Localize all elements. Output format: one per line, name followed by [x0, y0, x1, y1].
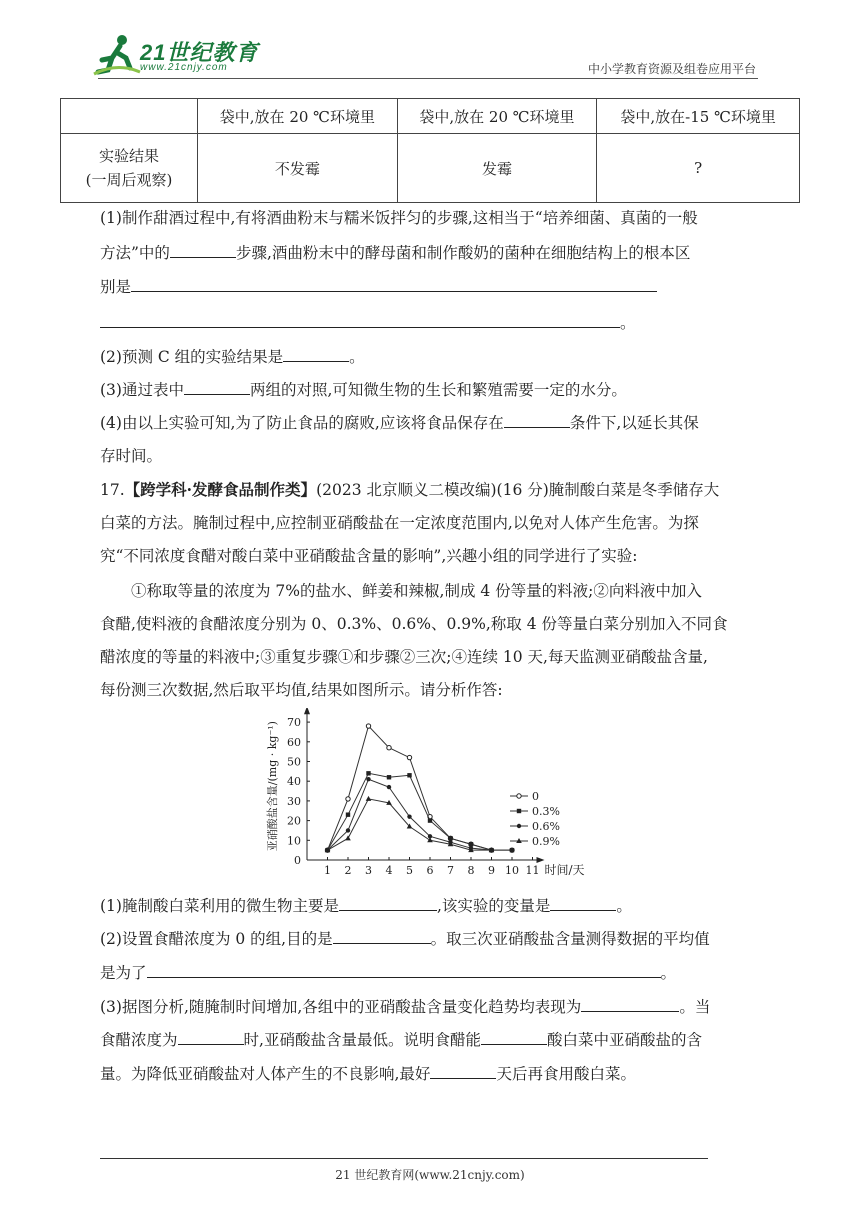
row-label-line: 实验结果 — [99, 147, 160, 165]
text: (3)通过表中 — [100, 381, 184, 399]
text: 时,亚硝酸盐含量最低。说明食醋能 — [243, 1031, 481, 1049]
text: 。 — [349, 348, 365, 366]
q17-part3-line2 — [100, 1029, 702, 1050]
y-tick-label: 20 — [287, 814, 301, 828]
legend-marker — [517, 794, 521, 798]
y-axis-arrow — [304, 708, 310, 714]
text: 食醋浓度为 — [100, 1031, 178, 1049]
y-tick-label: 50 — [287, 755, 301, 769]
question-number: 17. — [100, 481, 125, 499]
legend-label: 0 — [532, 790, 539, 803]
x-tick-label: 2 — [344, 864, 352, 877]
q17-line3: 究“不同浓度食醋对酸白菜中亚硝酸盐含量的影响”,兴趣小组的同学进行了实验: — [100, 547, 638, 565]
text: (1)腌制酸白菜利用的微生物主要是 — [100, 897, 339, 915]
header-divider — [98, 78, 758, 79]
answer-blank[interactable] — [481, 1029, 547, 1045]
data-point — [448, 836, 452, 840]
answer-blank[interactable] — [131, 276, 657, 292]
q16-part2 — [100, 346, 365, 367]
question-tag: 【跨学科·发酵食品制作类】 — [124, 480, 317, 499]
legend-marker — [517, 809, 521, 813]
text: 量。为降低亚硝酸盐对人体产生的不良影响,最好 — [100, 1065, 431, 1083]
data-point — [387, 775, 391, 779]
q16-part4 — [100, 412, 699, 433]
data-point — [366, 777, 370, 781]
x-tick-label: 5 — [406, 864, 413, 877]
y-tick-label: 30 — [287, 794, 301, 808]
answer-blank[interactable] — [170, 242, 236, 258]
text: (2023 北京顺义二模改编)(16 分)腌制酸白菜是冬季储存大 — [316, 481, 720, 499]
text: 天后再食用酸白菜。 — [496, 1065, 636, 1083]
x-tick-label: 7 — [447, 864, 454, 877]
text: 别是 — [100, 278, 132, 296]
table-row — [61, 99, 800, 134]
x-axis-label: 时间/天 — [544, 863, 585, 877]
q17-method-line3: 醋浓度的等量的料液中;③重复步骤①和步骤②三次;④连续 10 天,每天监测亚硝酸盐含量, — [100, 648, 708, 666]
table-cell: 袋中,放在 20 ℃环境里 — [397, 99, 597, 134]
data-point — [407, 755, 411, 759]
platform-title: 中小学教育资源及组卷应用平台 — [587, 62, 756, 76]
row-label-line: (一周后观察) — [85, 171, 173, 189]
legend-label: 0.3% — [532, 805, 560, 818]
text: (2)预测 C 组的实验结果是 — [100, 348, 284, 366]
data-point — [346, 828, 350, 832]
q16-part3 — [100, 379, 627, 400]
data-point — [366, 724, 370, 728]
answer-blank[interactable] — [550, 895, 616, 911]
q16-part1-line4 — [100, 312, 636, 333]
text: 。 — [620, 314, 636, 332]
x-tick-label: 9 — [488, 864, 495, 877]
q17-method-line2: 食醋,使料液的食醋浓度分别为 0、0.3%、0.6%、0.9%,称取 4 份等量白菜分别加入不同食 — [100, 615, 728, 633]
experiment-table — [60, 98, 800, 203]
x-axis-arrow — [537, 857, 545, 863]
q16-part1-line1: (1)制作甜酒过程中,有将酒曲粉末与糯米饭拌匀的步骤,这相当于“培养细菌、真菌的一般 — [100, 209, 698, 227]
q16-part4-line2: 存时间。 — [100, 447, 163, 465]
text: (4)由以上实验可知,为了防止食品的腐败,应该将食品保存在 — [100, 414, 504, 432]
data-point — [407, 773, 411, 777]
q17-method-line1: ①称取等量的浓度为 7%的盐水、鲜姜和辣椒,制成 4 份等量的料液;②向料液中加入 — [131, 582, 702, 600]
table-cell: 袋中,放在-15 ℃环境里 — [597, 99, 800, 134]
legend-marker — [517, 824, 521, 828]
data-point — [387, 746, 391, 750]
data-point — [510, 848, 514, 852]
x-tick-label: 11 — [525, 864, 540, 877]
table-row-label — [61, 134, 198, 203]
table-cell: ? — [597, 134, 800, 203]
q17-line1 — [100, 480, 719, 500]
legend-label: 0.9% — [532, 835, 560, 848]
data-point — [427, 837, 433, 842]
brand-url: www.21cnjy.com — [140, 62, 228, 73]
q16-part1-line3 — [100, 276, 657, 297]
q17-method-line4: 每份测三次数据,然后取平均值,结果如图所示。请分析作答: — [100, 681, 503, 699]
answer-blank[interactable] — [430, 1063, 496, 1079]
answer-blank[interactable] — [339, 895, 437, 911]
text: 步骤,酒曲粉末中的酵母菌和制作酸奶的菌种在细胞结构上的根本区 — [235, 244, 691, 262]
q17-line2: 白菜的方法。腌制过程中,应控制亚硝酸盐在一定浓度范围内,以免对人体产生危害。为探 — [100, 514, 699, 532]
text: 方法”中的 — [100, 244, 170, 262]
text: 。 — [616, 897, 632, 915]
table-cell — [61, 99, 198, 134]
x-tick-label: 8 — [467, 864, 475, 877]
q17-part3-line1 — [100, 996, 710, 1017]
text: 是为了 — [100, 964, 147, 982]
footer-divider — [100, 1158, 708, 1159]
data-point — [345, 835, 351, 840]
y-tick-label: 40 — [287, 775, 301, 789]
q17-part1 — [100, 895, 632, 916]
runner-logo-icon — [92, 32, 142, 76]
text: 。取三次亚硝酸盐含量测得数据的平均值 — [430, 930, 710, 948]
text: 。 — [660, 964, 677, 982]
text: 。当 — [679, 998, 711, 1016]
y-tick-label: 70 — [287, 716, 301, 730]
data-point — [366, 771, 370, 775]
text: 两组的对照,可知微生物的生长和繁殖需要一定的水分。 — [249, 381, 627, 399]
data-point — [346, 812, 350, 816]
answer-blank[interactable] — [504, 412, 570, 428]
nitrite-line-chart — [262, 708, 632, 883]
y-axis-label: 亚硝酸盐含量/(mg · kg⁻¹) — [266, 721, 279, 852]
text: ,该实验的变量是 — [436, 897, 551, 915]
data-point — [428, 818, 432, 822]
table-cell: 袋中,放在 20 ℃环境里 — [198, 99, 398, 134]
y-tick-label: 10 — [287, 834, 301, 848]
text: 条件下,以延长其保 — [569, 414, 699, 432]
answer-blank[interactable] — [178, 1029, 244, 1045]
x-tick-label: 6 — [426, 864, 434, 877]
y-tick-label: 0 — [294, 854, 301, 867]
x-tick-label: 1 — [324, 864, 331, 877]
table-cell: 发霉 — [397, 134, 597, 203]
x-tick-label: 10 — [505, 864, 519, 877]
answer-blank[interactable] — [333, 928, 431, 944]
footer-text: 21 世纪教育网(www.21cnjy.com) — [335, 1168, 525, 1182]
text: (2)设置食醋浓度为 0 的组,目的是 — [100, 930, 333, 948]
q17-part3-line3 — [100, 1063, 636, 1084]
answer-blank[interactable] — [147, 962, 661, 978]
q16-part1-line2 — [100, 242, 690, 263]
data-point — [366, 796, 372, 801]
table-cell: 不发霉 — [198, 134, 398, 203]
brand-name: 21世纪教育 — [140, 40, 259, 65]
data-point — [387, 785, 391, 789]
x-tick-label: 3 — [365, 864, 372, 877]
text: 酸白菜中亚硝酸盐的含 — [546, 1031, 702, 1049]
table-row — [61, 134, 800, 203]
legend-label: 0.6% — [532, 820, 560, 833]
answer-blank[interactable] — [100, 312, 620, 328]
text: (3)据图分析,随腌制时间增加,各组中的亚硝酸盐含量变化趋势均表现为 — [100, 998, 582, 1016]
q17-part2-line2 — [100, 962, 676, 983]
x-tick-label: 4 — [385, 864, 393, 877]
series-line — [328, 726, 513, 850]
answer-blank[interactable] — [184, 379, 250, 395]
data-point — [346, 797, 350, 801]
answer-blank[interactable] — [581, 996, 679, 1012]
q17-part2-line1 — [100, 928, 710, 949]
answer-blank[interactable] — [283, 346, 349, 362]
data-point — [407, 814, 411, 818]
data-point — [469, 842, 473, 846]
y-tick-label: 60 — [287, 735, 301, 749]
